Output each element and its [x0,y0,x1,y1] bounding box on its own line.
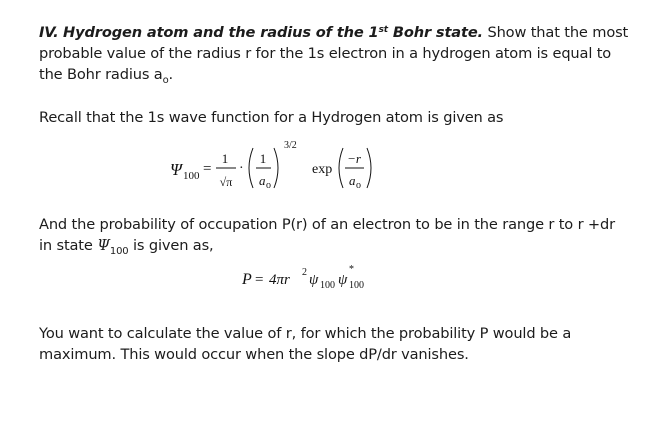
exp-right-paren [367,148,371,188]
psi-100-conjugate-sub: 100 [349,280,364,291]
dot-operator: · [239,161,244,176]
frac2-denominator-sub: o [266,180,271,191]
equals-sign: = [203,161,212,177]
exponent: 3/2 [284,140,297,151]
psi-100-conjugate: ψ [338,272,348,288]
psi-inline: Ψ [97,237,110,254]
exp-label: exp [312,162,333,177]
frac1-denominator: √π [219,175,233,189]
psi-100-sub: 100 [320,280,335,291]
conclusion-text: You want to calculate the value of r, for which the probability P would be a maximum. This would occur when the slope dP/dr vanishes. [39,325,572,363]
frac3-numerator: −r [347,151,361,166]
psi-subscript: 100 [183,170,200,182]
left-paren [249,148,253,188]
frac1-numerator: 1 [221,151,229,166]
frac3-denominator-sub: o [356,180,361,191]
psi-inline-subscript: 100 [109,246,129,257]
conjugate-star: * [349,264,354,275]
bohr-subscript: o [162,75,169,86]
exp-left-paren [339,148,343,188]
psi-100: ψ [309,272,319,288]
p-symbol: P [242,271,252,288]
problem-number: IV. [39,24,59,41]
frac2-numerator: 1 [259,151,267,166]
p-coefficient: 4πr [269,272,290,288]
wavefunction-equation [170,138,410,196]
problem-heading-paragraph: IV. Hydrogen atom and the radius of the 1st Bohr state. Show that the most probable value of the radius r for the 1s electron in a hydrogen atom is equal to the Bohr radius $a_o$. [39,24,629,86]
frac3-denominator: a [349,173,356,188]
probability-line-1: And the probability of occupation P(r) of an electron to be in the range r to r +dr [39,216,615,233]
psi-symbol: Ψ [170,160,182,179]
recall-text: Recall that the 1s wave function for a Hydrogen atom is given as [39,109,504,126]
p-equals: = [255,272,264,288]
r-squared-sup: 2 [302,267,307,278]
probability-paragraph: And the probability of occupation P(r) of an electron to be in the range r to r +dr in state $\Psi_{100}$ is given as, [39,216,615,257]
frac2-denominator: a [259,173,266,188]
probability-equation [242,262,382,296]
problem-statement: Show that the most probable value of the radius r for the 1s electron in a hydrogen atom is equal to the Bohr radius a [39,24,629,83]
right-paren [274,148,278,188]
problem-title: Hydrogen atom and the radius of the 1st Bohr state. [63,24,483,41]
